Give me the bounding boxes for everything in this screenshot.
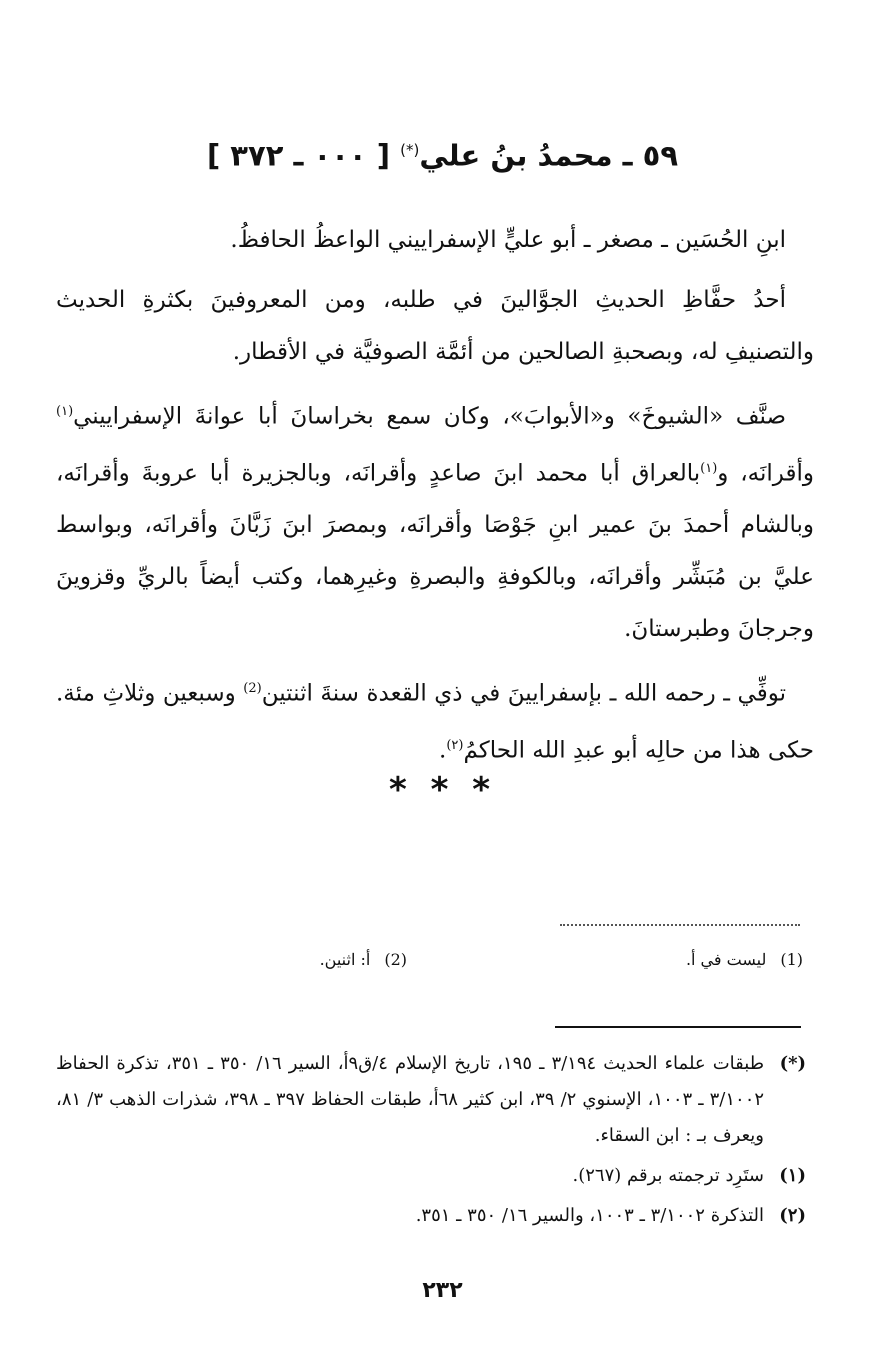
footnote-ref-1b: (١) xyxy=(700,460,718,476)
footnote-mark: (١) xyxy=(779,1165,806,1186)
variant-ref-2: (2) xyxy=(243,681,262,697)
dotted-divider xyxy=(560,924,800,926)
variant-note-text: أ: اثنين. xyxy=(319,950,371,969)
footnote-1 xyxy=(56,1158,806,1194)
paragraph-works xyxy=(56,386,814,655)
variant-note-text: ليست في أ. xyxy=(685,950,767,969)
entry-dates: [ ٠٠٠ ـ ٣٧٢ ] xyxy=(206,138,390,173)
footnote-text: طبقات علماء الحديث ٣/١٩٤ ـ ١٩٥، تاريخ الإسلام ٤/ق٩أ، السير ١٦/ ٣٥٠ ـ ٣٥١، تذكرة الحفاظ ٣/١٠٠٢ ـ ١٠٠٣، الإسنوي ٢/ ٣٩، ابن كثير ٦٨أ، طبقات الحفاظ ٣٩٧ ـ ٣٩٨، شذرات الذهب ٣/ ٨١، ويعرف بـ : ابن السقاء. xyxy=(56,1053,765,1146)
paragraph-lineage: ابنِ الحُسَين ـ مصغر ـ أبو عليٍّ الإسفراييني الواعظُ الحافظُ. xyxy=(230,227,786,253)
footnote-sources xyxy=(56,1046,806,1154)
footnotes xyxy=(56,1046,806,1238)
death-text-c: . xyxy=(439,737,447,764)
works-text-a: صنَّف «الشيوخَ» و«الأبوابَ»، وكان سمع بخراسانَ أبا عوانةَ الإسفراييني xyxy=(73,403,786,430)
entry-title: ٥٩ ـ محمدُ بنُ علي xyxy=(419,138,679,173)
footnote-text: التذكرة ٣/١٠٠٢ ـ ١٠٠٣، والسير ١٦/ ٣٥٠ ـ ٣٥١. xyxy=(415,1205,764,1226)
variant-note-2 xyxy=(320,950,407,969)
footnote-rule xyxy=(555,1026,801,1028)
entry-footnote-marker: (*) xyxy=(400,141,420,159)
footnote-ref-1: (١) xyxy=(56,404,74,419)
footnote-ref-2: (٢) xyxy=(446,737,464,753)
variant-note-number: (2) xyxy=(384,950,407,969)
death-text-b: وسبعين وثلاثِ مئة. حكى هذا من حالِه أبو عبدِ الله الحاكمُ xyxy=(56,680,814,764)
page-number: ٢٣٢ xyxy=(422,1278,463,1303)
paragraph-description: أحدُ حفَّاظِ الحديثِ الجوَّالينَ في طلبه، ومن المعروفينَ بكثرةِ الحديث والتصنيفِ له، وبصحبةِ الصالحين من أئمَّة الصوفيَّة في الأقطار. xyxy=(56,287,814,365)
section-separator: * * * xyxy=(388,770,496,810)
footnote-mark: (*) xyxy=(779,1053,807,1074)
footnote-text: ستَرِد ترجمته برقم (٢٦٧). xyxy=(572,1165,764,1186)
works-text-c: بالعراق أبا محمد ابنَ صاعدٍ وأقرانَه، وبالجزيرة أبا عروبةَ وأقرانَه، وبالشام أحمدَ بنَ عمير ابنِ جَوْصَا وأقرانَه، وبمصرَ ابنَ زَبَّانَ وأقرانَه، وبواسط عليَّ بن مُبَشِّر وأقرانَه، وبالكوفةِ والبصرةِ وغيرِهما، وكتب أيضاً بالريِّ وقزوينَ وجرجانَ وطبرستانَ. xyxy=(56,460,814,643)
footnote-mark: (٢) xyxy=(779,1205,806,1226)
works-text-b: وأقرانَه، و xyxy=(717,460,814,487)
entry-heading xyxy=(0,128,885,178)
footnote-2 xyxy=(56,1198,806,1234)
variant-note-1 xyxy=(686,950,803,969)
variant-notes xyxy=(0,950,885,980)
variant-note-number: (1) xyxy=(780,950,803,969)
entry-body xyxy=(56,214,814,785)
death-text-a: توفِّي ـ رحمه الله ـ بإسفرايينَ في ذي القعدة سنةَ اثنتين xyxy=(261,680,786,707)
paragraph-death xyxy=(56,663,814,776)
